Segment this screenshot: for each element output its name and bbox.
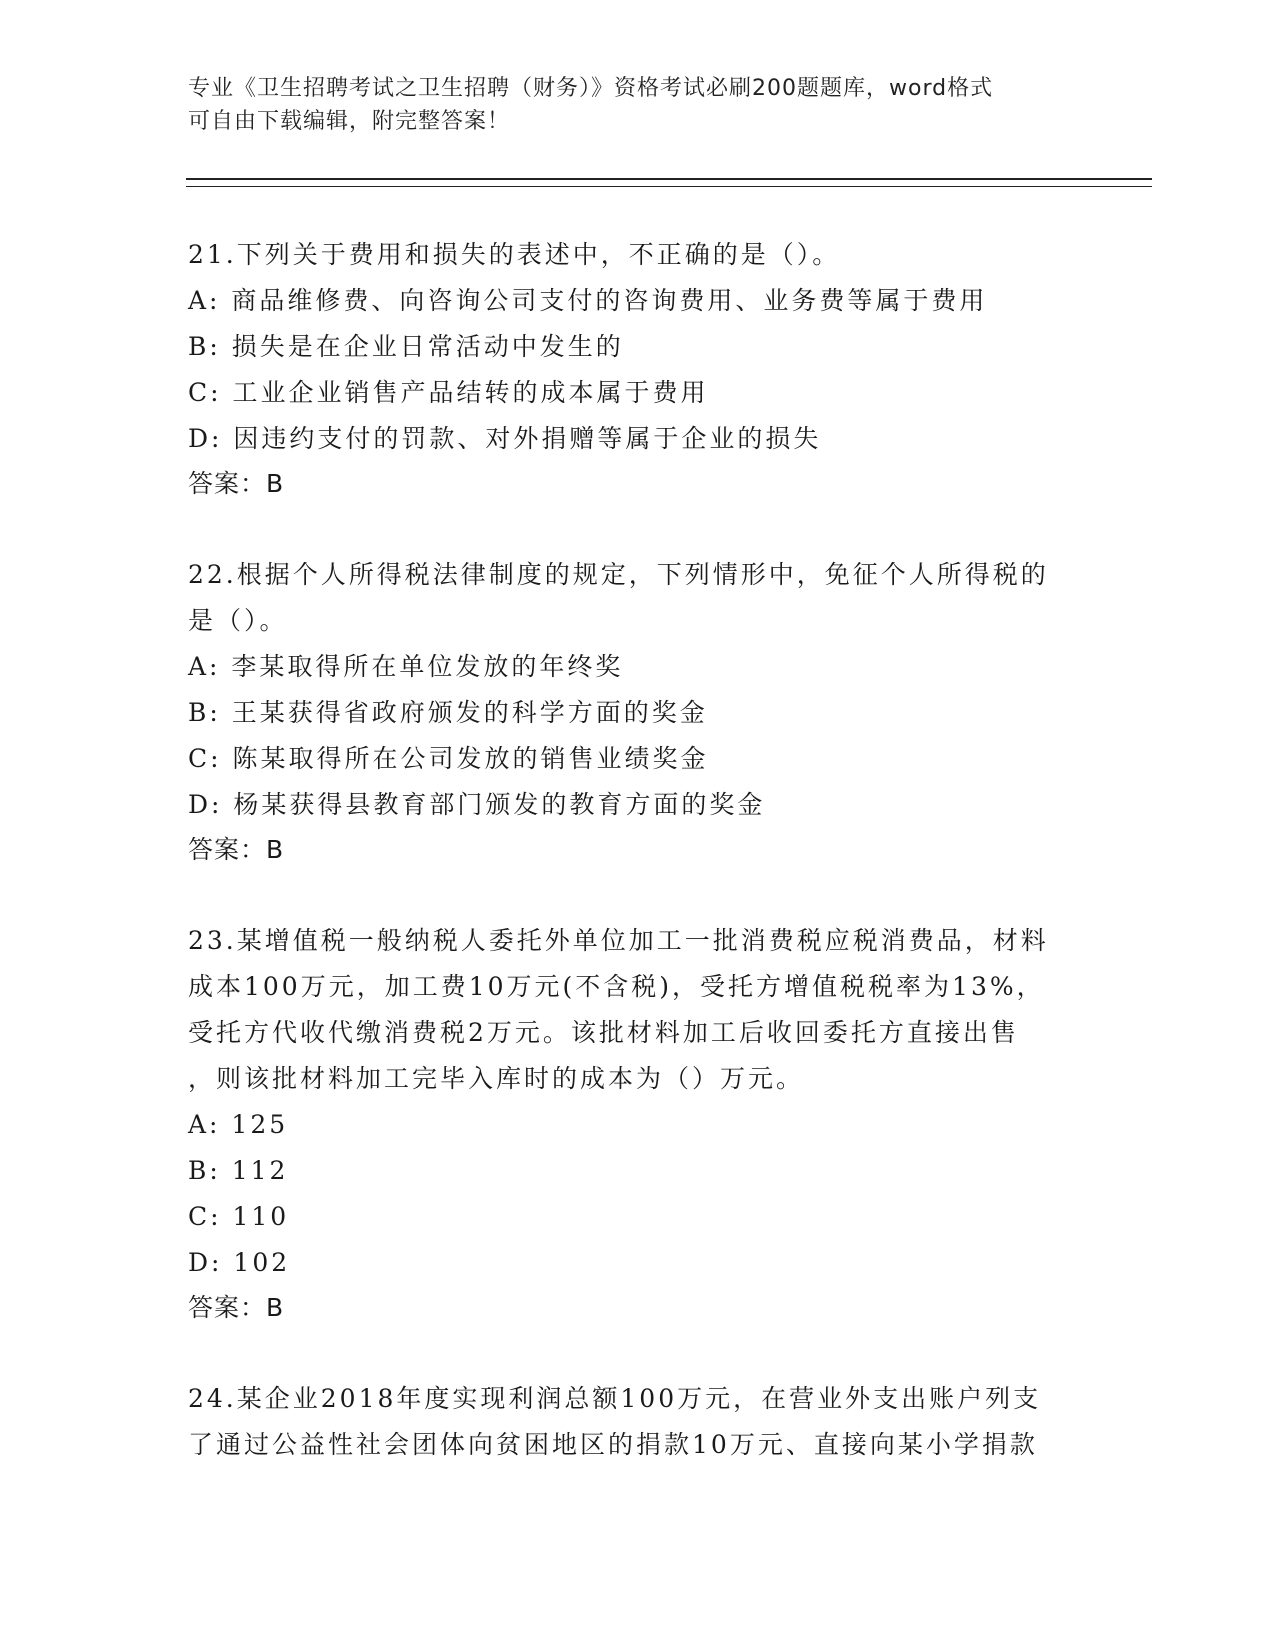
option-a: A: 商品维修费、向咨询公司支付的咨询费用、业务费等属于费用 [188,286,988,315]
option-b: B: 王某获得省政府颁发的科学方面的奖金 [188,698,708,727]
option-c: C: 陈某取得所在公司发放的销售业绩奖金 [188,744,709,773]
option-d: D: 因违约支付的罚款、对外捐赠等属于企业的损失 [188,424,822,453]
question-24 [188,1376,1088,1468]
option-b: B: 损失是在企业日常活动中发生的 [188,332,624,361]
option-b: B: 112 [188,1156,289,1185]
question-stem-cont: 成本100万元，加工费10万元(不含税)，受托方增值税税率为13%， [188,972,1045,1001]
question-stem-cont: ，则该批材料加工完毕入库时的成本为（）万元。 [188,1064,805,1093]
header-line-1: 专业《卫生招聘考试之卫生招聘（财务）》资格考试必刷200题题库，word格式 [188,76,994,101]
question-23 [188,918,1088,1330]
question-stem-cont: 是（）。 [188,606,288,635]
question-stem: 23.某增值税一般纳税人委托外单位加工一批消费税应税消费品，材料 [188,926,1049,955]
question-stem: 24.某企业2018年度实现利润总额100万元，在营业外支出账户列支 [188,1384,1042,1413]
option-d: D: 杨某获得县教育部门颁发的教育方面的奖金 [188,790,766,819]
option-a: A: 125 [188,1110,289,1139]
question-stem: 22.根据个人所得税法律制度的规定，下列情形中，免征个人所得税的 [188,560,1049,589]
question-21 [188,232,1088,506]
question-stem-cont: 受托方代收代缴消费税2万元。该批材料加工后收回委托方直接出售 [188,1018,1019,1047]
header-divider [186,178,1152,187]
document-header [188,72,1088,138]
option-c: C: 工业企业销售产品结转的成本属于费用 [188,378,709,407]
question-22 [188,552,1088,872]
question-stem: 21.下列关于费用和损失的表述中，不正确的是（）。 [188,240,841,269]
question-stem-cont: 了通过公益性社会团体向贫困地区的捐款10万元、直接向某小学捐款 [188,1430,1038,1459]
answer: 答案：B [188,835,285,864]
answer: 答案：B [188,469,285,498]
header-line-2: 可自由下载编辑，附完整答案！ [188,109,511,134]
option-a: A: 李某取得所在单位发放的年终奖 [188,652,624,681]
question-list [188,232,1088,1514]
option-c: C: 110 [188,1202,290,1231]
answer: 答案：B [188,1293,285,1322]
option-d: D: 102 [188,1248,291,1277]
